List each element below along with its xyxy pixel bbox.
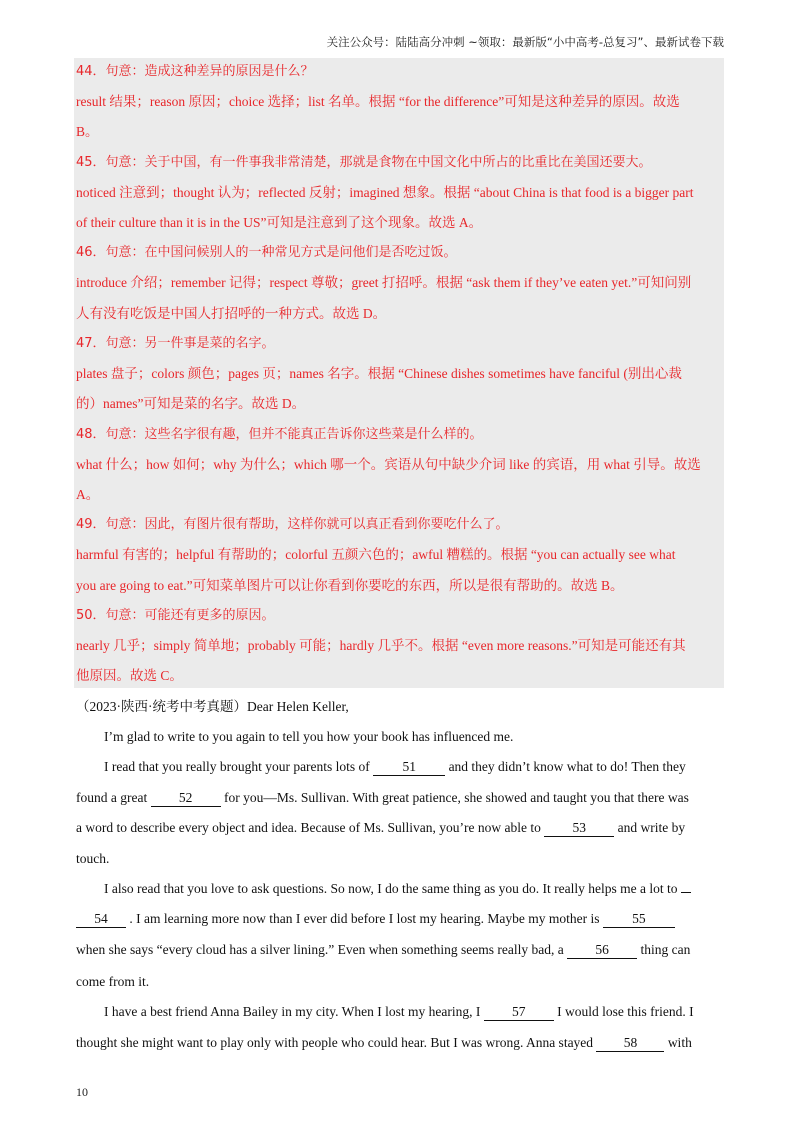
answer-44-line-2: B。 [76, 124, 99, 139]
passage-line: found a great 52 for you—Ms. Sullivan. With great patience, she showed and taught you that there was [76, 790, 689, 805]
passage-line: I have a best friend Anna Bailey in my city. When I lost my hearing, I 57 I would lose this friend. I [104, 1004, 694, 1019]
passage-line: come from it. [76, 974, 150, 989]
blank-58[interactable]: 58 [596, 1035, 664, 1052]
answer-48-line-1: what 什么；how 如何；why 为什么；which 哪一个。宾语从句中缺少介词 like 的宾语，用 what 引导。故选 [76, 457, 701, 472]
answer-45-line-2: of their culture than it is in the US”可知是注意到了这个现象。故选 A。 [76, 215, 483, 230]
answer-50-line-2: 他原因。故选 C。 [76, 668, 183, 683]
answer-47-line-2: 的）names”可知是菜的名字。故选 D。 [76, 396, 306, 411]
passage-line: thought she might want to play only with people who could hear. But I was wrong. Anna stayed 58 with [76, 1035, 692, 1050]
answer-49-line-1: harmful 有害的；helpful 有帮助的；colorful 五颜六色的；awful 糟糕的。根据 “you can actually see what [76, 547, 676, 562]
blank-57[interactable]: 57 [484, 1004, 554, 1021]
blank-56[interactable]: 56 [567, 942, 637, 959]
passage-line: I also read that you love to ask questions. So now, I do the same thing as you do. It really helps me a lot to [104, 879, 691, 899]
answer-45-line-1: noticed 注意到；thought 认为；reflected 反射；imagined 想象。根据 “about China is that food is a bigger part [76, 185, 694, 200]
page-header: 关注公众号：陆陆高分冲刺 ~领取：最新版“小中高考-总复习”、最新试卷下载 [326, 35, 724, 49]
blank-54[interactable]: 54 [76, 911, 126, 928]
blank-55[interactable]: 55 [603, 911, 675, 928]
answer-45-meaning: 45．句意：关于中国，有一件事我非常清楚，那就是食物在中国文化中所占的比重比在美国还要大。 [76, 155, 652, 170]
passage-source-heading: （2023·陕西·统考中考真题）Dear Helen Keller, [76, 699, 349, 714]
page-number: 10 [76, 1085, 88, 1099]
blank-51[interactable]: 51 [373, 759, 445, 776]
passage-line: touch. [76, 851, 110, 866]
passage-line: a word to describe every object and idea. Because of Ms. Sullivan, you’re now able to 53 and write by [76, 820, 686, 835]
blank-53[interactable]: 53 [544, 820, 614, 837]
answer-48-meaning: 48．句意：这些名字很有趣，但并不能真正告诉你这些菜是什么样的。 [76, 427, 483, 442]
blank-54-start [681, 892, 691, 893]
answer-47-line-1: plates 盘子；colors 颜色；pages 页；names 名字。根据 “Chinese dishes sometimes have fanciful (别出心裁 [76, 366, 682, 381]
answer-50-line-1: nearly 几乎；simply 简单地；probably 可能；hardly 几乎不。根据 “even more reasons.”可知是可能还有其 [76, 638, 686, 653]
answer-50-meaning: 50．句意：可能还有更多的原因。 [76, 608, 275, 623]
answer-46-line-1: introduce 介绍；remember 记得；respect 尊敬；greet 打招呼。根据 “ask them if they’ve eaten yet.”可知问别 [76, 275, 692, 290]
answer-47-meaning: 47．句意：另一件事是菜的名字。 [76, 336, 275, 351]
passage-paragraph-1: I’m glad to write to you again to tell you how your book has influenced me. [104, 729, 514, 744]
answer-46-meaning: 46．句意：在中国问候别人的一种常见方式是问他们是否吃过饭。 [76, 245, 457, 260]
passage-line: when she says “every cloud has a silver lining.” Even when something seems really bad, a 56 thing can [76, 942, 691, 957]
answer-49-meaning: 49．句意：因此，有图片很有帮助，这样你就可以真正看到你要吃什么了。 [76, 517, 509, 532]
answer-46-line-2: 人有没有吃饭是中国人打招呼的一种方式。故选 D。 [76, 306, 387, 321]
answer-44-meaning: 44．句意：造成这种差异的原因是什么？ [76, 64, 314, 79]
answer-44-line-1: result 结果；reason 原因；choice 选择；list 名单。根据 “for the difference”可知是这种差异的原因。故选 [76, 94, 680, 109]
answer-48-line-2: A。 [76, 487, 100, 502]
answer-49-line-2: you are going to eat.”可知菜单图片可以让你看到你要吃的东西，所以是很有帮助的。故选 B。 [76, 578, 624, 593]
passage-line: 54 . I am learning more now than I ever did before I lost my hearing. Maybe my mother is 55 [76, 909, 675, 929]
passage-line: I read that you really brought your parents lots of 51 and they didn’t know what to do! Then they [104, 759, 686, 774]
blank-52[interactable]: 52 [151, 790, 221, 807]
